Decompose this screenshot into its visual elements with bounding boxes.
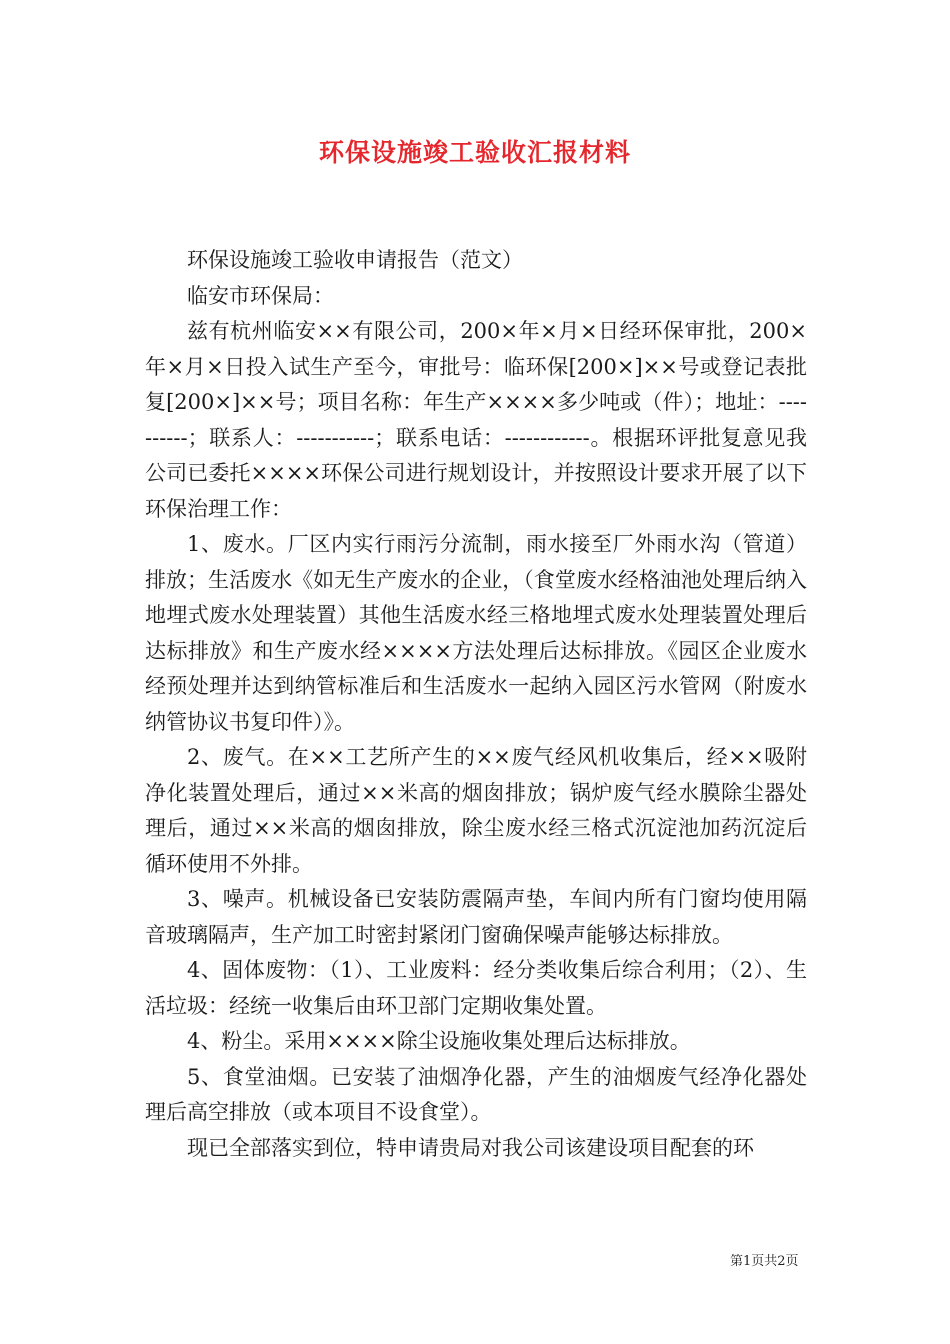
paragraph-solid-waste: 4、固体废物：（1）、工业废料：经分类收集后综合利用；（2）、生活垃圾：经统一收集后由环卫部门定期收集处置。 bbox=[145, 958, 807, 1018]
paragraph-exhaust: 2、废气。在××工艺所产生的××废气经风机收集后，经××吸附净化装置处理后，通过××米高的烟囱排放；锅炉废气经水膜除尘器处理后，通过××米高的烟囱排放，除尘废水经三格式沉淀池加药沉淀后循环使用不外排。 bbox=[145, 745, 807, 876]
paragraph-intro: 兹有杭州临安××有限公司，200×年×月×日经环保审批，200×年×月×日投入试生产至今，审批号：临环保[200×]××号或登记表批复[200×]××号；项目名称：年生产××××多少吨或（件）；地址：----------；联系人：-----------；联系电话：------------。根据环评批复意见我公司已委托××××环保公司进行规划设计，并按照设计要求开展了以下环保治理工作： bbox=[145, 319, 807, 521]
paragraph-addressee: 临安市环保局： bbox=[187, 283, 334, 308]
paragraph-kitchen-fumes: 5、食堂油烟。已安装了油烟净化器，产生的油烟废气经净化器处理后高空排放（或本项目不设食堂）。 bbox=[145, 1064, 807, 1124]
document-body bbox=[145, 243, 807, 1166]
document-title: 环保设施竣工验收汇报材料 bbox=[318, 138, 631, 167]
paragraph-noise: 3、噪声。机械设备已安装防震隔声垫，车间内所有门窗均使用隔音玻璃隔声，生产加工时密封紧闭门窗确保噪声能够达标排放。 bbox=[145, 887, 807, 947]
paragraph-wastewater: 1、废水。厂区内实行雨污分流制，雨水接至厂外雨水沟（管道）排放；生活废水《如无生产废水的企业，（食堂废水经格油池处理后纳入地埋式废水处理装置）其他生活废水经三格地埋式废水处理装置处理后达标排放》和生产废水经××××方法处理后达标排放。《园区企业废水经预处理并达到纳管标准后和生活废水一起纳入园区污水管网（附废水纳管协议书复印件）》。 bbox=[145, 532, 807, 734]
page-number: 第1页共2页 bbox=[730, 1254, 799, 1269]
paragraph-report-heading: 环保设施竣工验收申请报告（范文） bbox=[187, 248, 523, 272]
paragraph-conclusion: 现已全部落实到位，特申请贵局对我公司该建设项目配套的环 bbox=[187, 1135, 754, 1160]
paragraph-dust: 4、粉尘。采用××××除尘设施收集处理后达标排放。 bbox=[187, 1029, 691, 1053]
